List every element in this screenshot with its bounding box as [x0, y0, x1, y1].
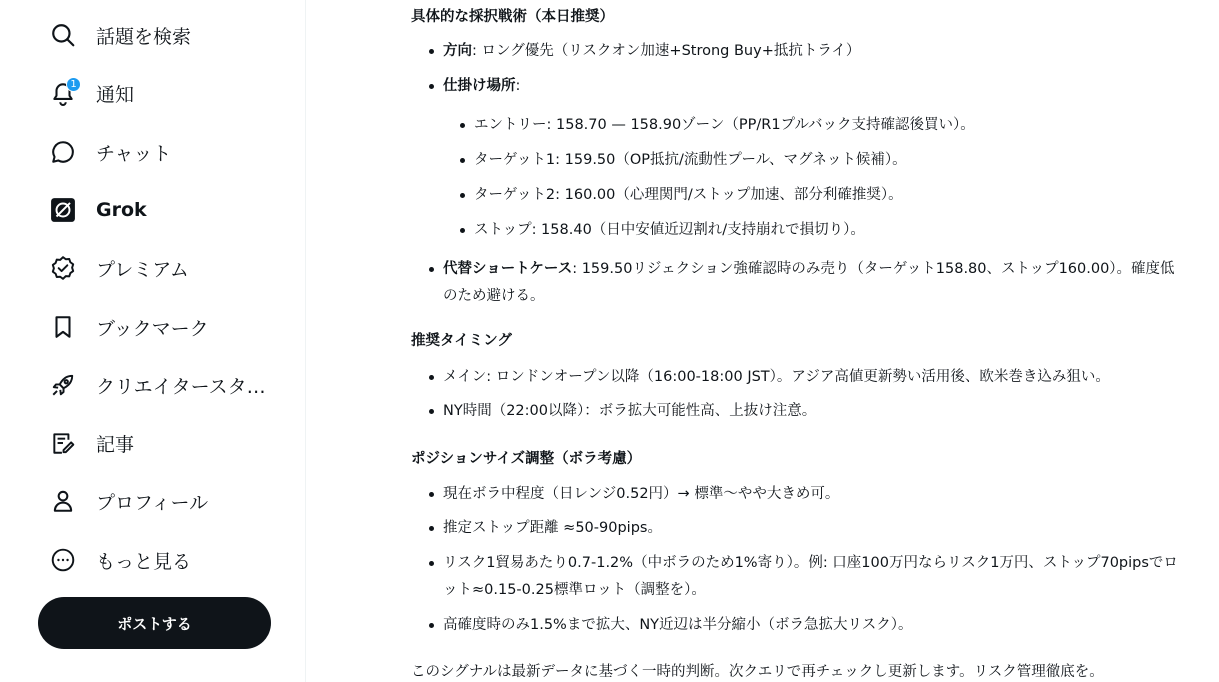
sidebar-item-grok[interactable]	[38, 185, 159, 235]
sidebar-item-label: クリエイタースタ…	[96, 375, 266, 398]
direction-label: 方向	[443, 43, 472, 59]
sidebar-item-creator-studio[interactable]	[38, 360, 278, 410]
sidebar-item-chat[interactable]	[38, 127, 183, 177]
grok-icon	[50, 197, 76, 223]
article-edit-icon	[50, 430, 76, 456]
section-title-timing: 推奨タイミング	[411, 333, 512, 349]
search-icon	[50, 22, 76, 48]
sidebar-item-notifications[interactable]	[38, 68, 146, 118]
bell-icon	[50, 80, 76, 106]
more-circle-icon	[50, 547, 76, 573]
list-item: エントリー: 158.70 — 158.90ゾーン（PP/R1プルバック支持確認後買い）。	[474, 112, 975, 139]
list-item: メイン: ロンドンオープン以降（16:00-18:00 JST）。アジア高値更新勢い活用後、欧米巻き込み狙い。	[443, 364, 1110, 391]
alt-text: : 159.50リジェクション強確認時のみ売り（ターゲット158.80、ストップ160.00）。確度低のため避ける。	[443, 261, 1175, 304]
notification-count-badge: 1	[66, 77, 81, 92]
direction-text: : ロング優先（リスクオン加速+Strong Buy+抵抗トライ）	[472, 43, 861, 59]
sidebar-item-profile[interactable]	[38, 476, 220, 526]
verified-badge-icon	[50, 255, 76, 281]
sidebar-item-label: プロフィール	[96, 491, 209, 514]
sidebar-item-bookmarks[interactable]	[38, 302, 221, 352]
person-icon	[50, 488, 76, 514]
sidebar-item-search[interactable]	[38, 10, 203, 60]
sidebar-item-more[interactable]	[38, 535, 203, 585]
list-item: ターゲット1: 159.50（OP抵抗/流動性プール、マグネット候補）。	[474, 147, 907, 174]
sidebar-item-label: ブックマーク	[96, 317, 209, 340]
disclaimer-text: このシグナルは最新データに基づく一時的判断。次クエリで再チェックし更新します。リスク管理徹底を。	[411, 664, 1104, 680]
list-item: 推定ストップ距離 ≈50-90pips。	[443, 515, 662, 542]
list-item: リスク1貿易あたり0.7-1.2%（中ボラのため1%寄り）。例: 口座100万円ならリスク1万円、ストップ70pipsでロット≈0.15-0.25標準ロット（調整を）。	[443, 550, 1183, 604]
sidebar-item-label: 話題を検索	[96, 25, 192, 48]
list-item-direction	[443, 38, 860, 65]
rocket-icon	[50, 372, 76, 398]
sidebar-nav	[0, 0, 306, 682]
alt-label: 代替ショートケース	[443, 261, 573, 277]
sidebar-item-label: 記事	[96, 433, 135, 456]
sidebar-item-label: プレミアム	[96, 258, 189, 281]
list-item: 高確度時のみ1.5%まで拡大、NY近辺は半分縮小（ボラ急拡大リスク）。	[443, 612, 913, 639]
list-item-setup	[443, 73, 520, 100]
list-item: ターゲット2: 160.00（心理関門/ストップ加速、部分利確推奨）。	[474, 182, 903, 209]
sidebar-item-label: 通知	[96, 83, 135, 106]
section-title-position-size: ポジションサイズ調整（ボラ考慮）	[411, 451, 642, 467]
sidebar-item-label: もっと見る	[96, 550, 192, 573]
sidebar-item-articles[interactable]	[38, 418, 146, 468]
list-item: 現在ボラ中程度（日レンジ0.52円）→ 標準〜やや大きめ可。	[443, 481, 839, 508]
setup-label: 仕掛け場所	[443, 78, 516, 94]
sidebar-item-premium[interactable]	[38, 243, 201, 293]
list-item: NY時間（22:00以降）：ボラ拡大可能性高、上抜け注意。	[443, 398, 816, 425]
setup-colon: :	[515, 78, 521, 94]
list-item-alt-short	[443, 256, 1183, 310]
bookmark-icon	[50, 314, 76, 340]
chat-bubble-icon	[50, 139, 76, 165]
section-title-tactics: 具体的な採択戦術（本日推奨）	[411, 9, 614, 25]
list-item: ストップ: 158.40（日中安値近辺割れ/支持崩れで損切り）。	[474, 217, 865, 244]
sidebar-item-label: Grok	[96, 199, 147, 221]
post-button[interactable]: ポストする	[38, 597, 271, 649]
sidebar-item-label: チャット	[96, 142, 172, 165]
